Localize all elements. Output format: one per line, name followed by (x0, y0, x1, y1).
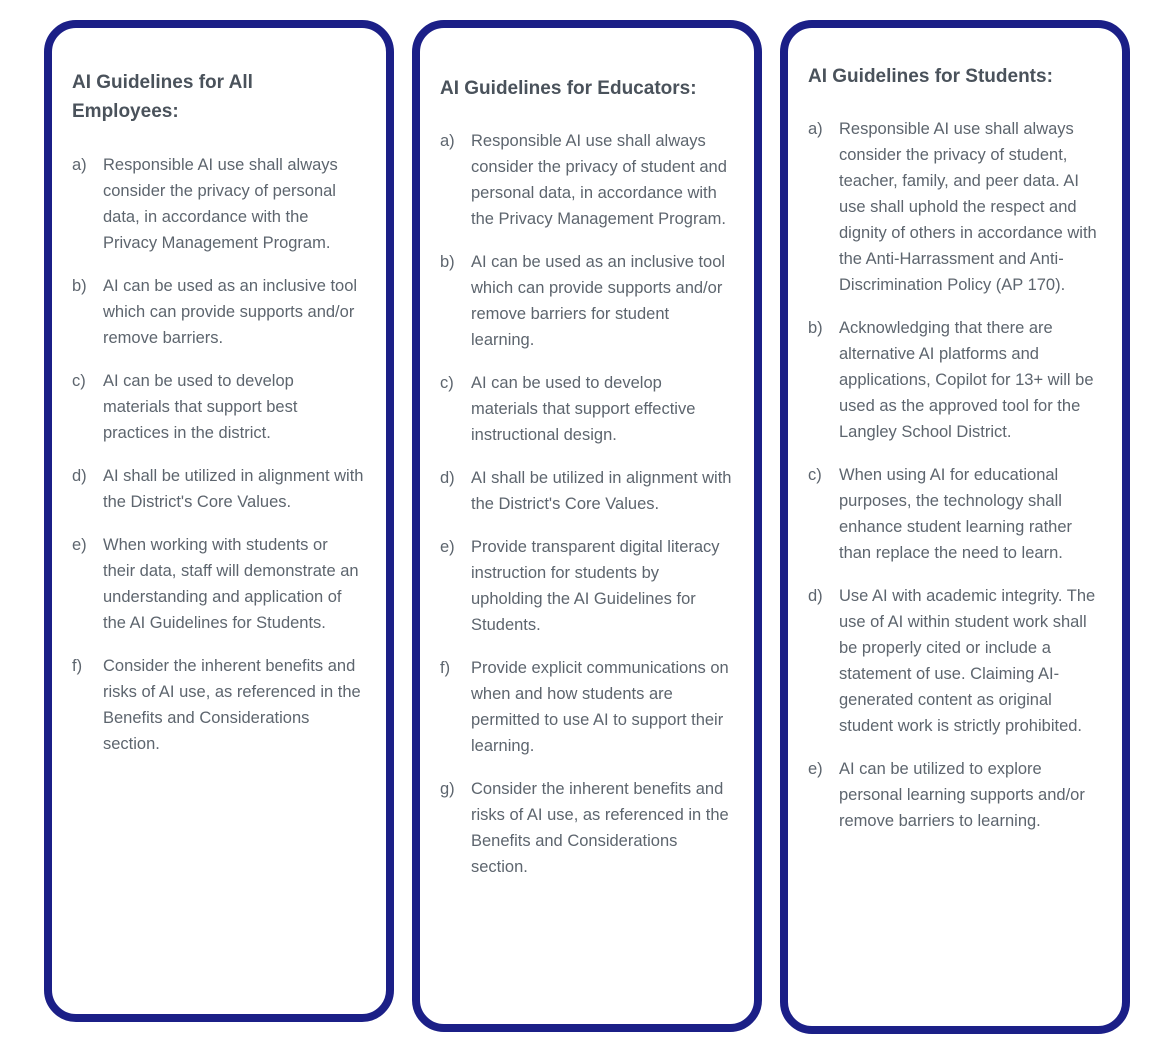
list-item-marker: a) (72, 155, 87, 174)
list-item-text: Provide explicit communications on when and how students are permitted to use AI to support their learning. (471, 659, 729, 756)
list-item-marker: e) (808, 760, 823, 779)
list-item-marker: c) (440, 374, 454, 393)
list-item (808, 756, 1100, 834)
list-item-marker: f) (440, 659, 451, 678)
list-item-text: When working with students or their data, staff will demonstrate an understanding and application of the AI Guidelines for Students. (103, 535, 359, 632)
list-item-marker: e) (72, 535, 87, 554)
list-item (72, 532, 364, 636)
list-item-marker: a) (808, 120, 823, 139)
list-item-marker: c) (808, 466, 822, 485)
list-item-marker: d) (440, 469, 455, 488)
list-item (440, 465, 732, 517)
guideline-list-educators (440, 128, 732, 880)
list-item-text: Responsible AI use shall always consider the privacy of personal data, in accordance with the Privacy Management Program. (103, 155, 338, 252)
list-item-text: AI can be used to develop materials that support best practices in the district. (103, 371, 298, 442)
list-item (72, 463, 364, 515)
card-title-educators: AI Guidelines for Educators: (440, 78, 697, 99)
list-item (440, 370, 732, 448)
list-item-text: When using AI for educational purposes, the technology shall enhance student learning rather than replace the need to learn. (839, 466, 1072, 563)
list-item (808, 116, 1100, 298)
list-item (440, 249, 732, 353)
list-item-text: AI shall be utilized in alignment with the District's Core Values. (103, 466, 364, 511)
list-item (72, 152, 364, 256)
list-item (440, 534, 732, 638)
list-item (808, 462, 1100, 566)
guideline-list-students (808, 116, 1100, 834)
card-students (780, 20, 1130, 1034)
list-item-text: Responsible AI use shall always consider the privacy of student and personal data, in accordance with the Privacy Management Program. (471, 132, 727, 229)
list-item-text: AI can be used as an inclusive tool which can provide supports and/or remove barriers. (103, 276, 358, 347)
list-item-marker: g) (440, 780, 455, 799)
list-item (72, 653, 364, 757)
list-item-text: Consider the inherent benefits and risks of AI use, as referenced in the Benefits and Considerations section. (471, 780, 729, 877)
card-all-employees (44, 20, 394, 1022)
list-item-marker: e) (440, 538, 455, 557)
list-item-text: Use AI with academic integrity. The use of AI within student work shall be properly cited or include a statement of use. Claiming AI-generated content as original student work is strictly prohibited. (839, 587, 1096, 736)
list-item-marker: b) (808, 319, 823, 338)
card-educators (412, 20, 762, 1032)
list-item-marker: c) (72, 371, 86, 390)
list-item-text: Responsible AI use shall always consider the privacy of student, teacher, family, and peer data. AI use shall uphold the respect and dignity of others in accordance with the Anti-Harrassment and Anti-Discrimination Policy (AP 170). (839, 120, 1097, 295)
list-item-marker: f) (72, 656, 83, 675)
list-item-text: AI shall be utilized in alignment with the District's Core Values. (471, 469, 732, 514)
guideline-list-all-employees (72, 152, 364, 757)
list-item (72, 368, 364, 446)
list-item-text: Provide transparent digital literacy instruction for students by upholding the AI Guidelines for Students. (471, 538, 720, 635)
list-item-marker: a) (440, 132, 455, 151)
list-item-marker: d) (72, 466, 87, 485)
list-item-text: AI can be utilized to explore personal learning supports and/or remove barriers to learning. (839, 760, 1085, 831)
list-item-marker: d) (808, 587, 823, 606)
list-item (808, 583, 1100, 739)
card-title-students: AI Guidelines for Students: (808, 66, 1053, 87)
list-item-text: AI can be used to develop materials that support effective instructional design. (471, 374, 696, 445)
card-title-all-employees: AI Guidelines for All Employees: (72, 72, 253, 123)
list-item (440, 655, 732, 759)
list-item-marker: b) (72, 276, 87, 295)
list-item (440, 776, 732, 880)
list-item (808, 315, 1100, 445)
list-item-text: AI can be used as an inclusive tool which can provide supports and/or remove barriers for student learning. (471, 253, 726, 350)
list-item (440, 128, 732, 232)
list-item-text: Consider the inherent benefits and risks of AI use, as referenced in the Benefits and Considerations section. (103, 656, 361, 753)
list-item-text: Acknowledging that there are alternative AI platforms and applications, Copilot for 13+ will be used as the approved tool for the Langley School District. (839, 319, 1094, 442)
list-item (72, 273, 364, 351)
list-item-marker: b) (440, 253, 455, 272)
